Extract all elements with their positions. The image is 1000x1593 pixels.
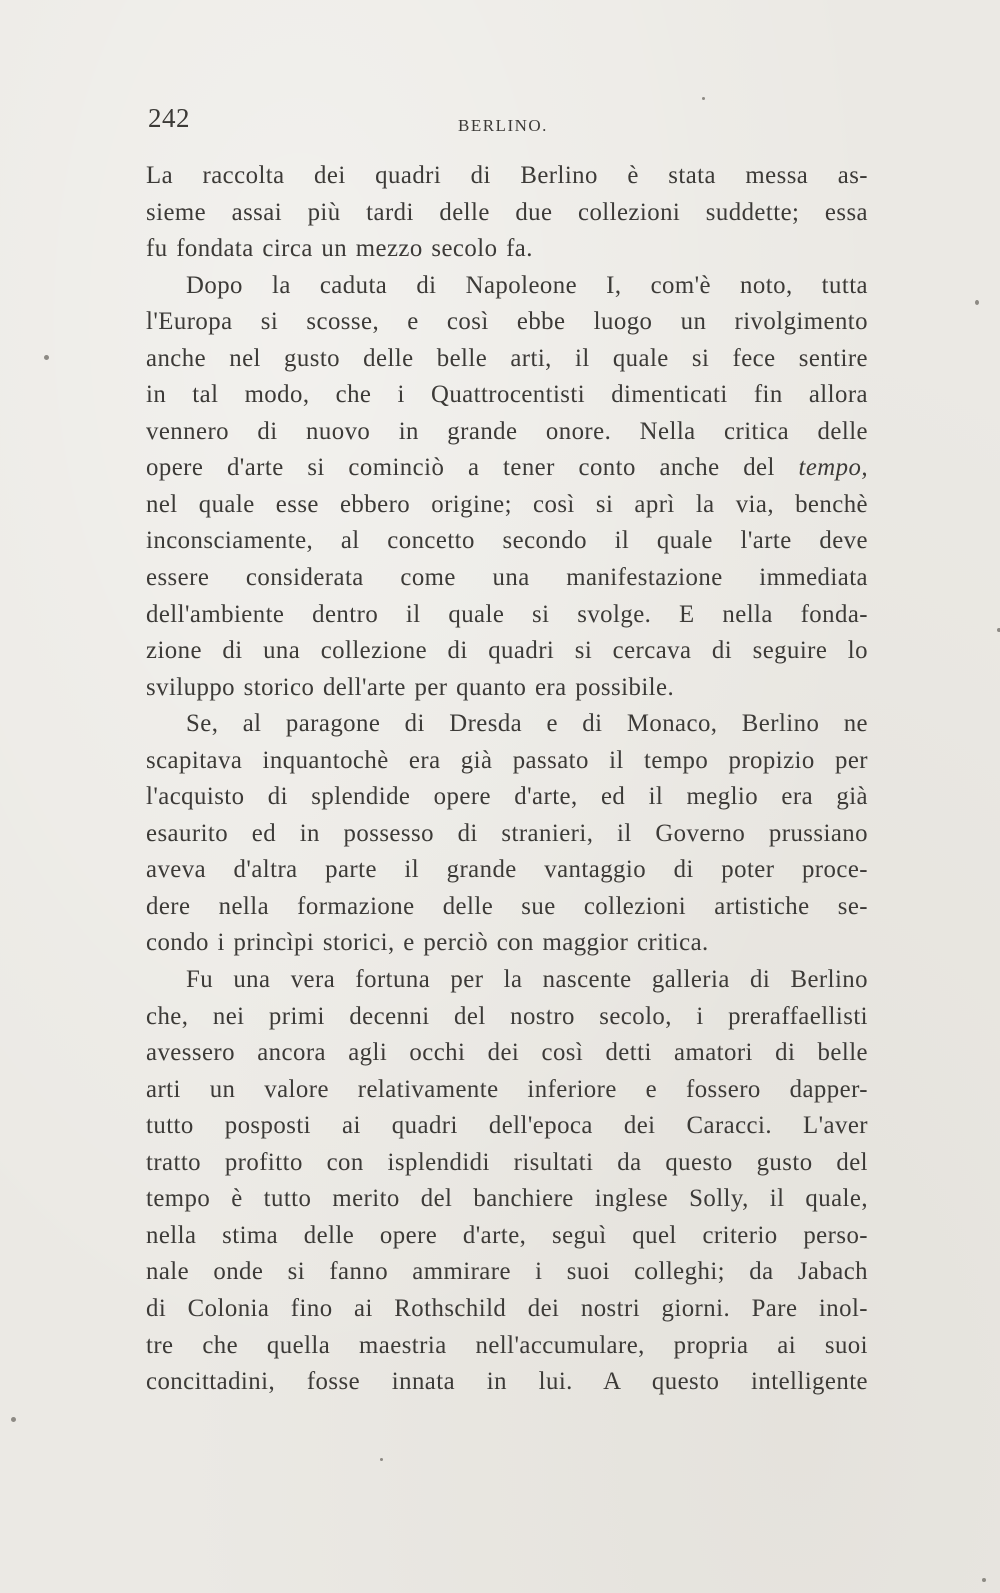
paper-speck: [982, 1578, 986, 1582]
text-line: che, nei primi decenni del nostro secolo, i preraffaellisti: [146, 1002, 868, 1030]
italic-word: tempo,: [798, 454, 868, 482]
text-line: in tal modo, che i Quattrocentisti dimenticati fin allora: [146, 381, 868, 409]
text-line: esaurito ed in possesso di stranieri, il Governo prussiano: [146, 819, 868, 847]
text-line: aveva d'altra parte il grande vantaggio di poter proce-: [146, 856, 868, 884]
text-line: essere considerata come una manifestazione immediata: [146, 564, 868, 592]
text-line: l'Europa si scosse, e così ebbe luogo un rivolgimento: [146, 308, 868, 336]
text-line: concittadini, fosse innata in lui. A questo intelligente: [146, 1368, 868, 1396]
text-line: inconsciamente, al concetto secondo il quale l'arte deve: [146, 527, 868, 555]
body-text: [146, 158, 868, 1401]
paper-speck: [11, 1417, 16, 1422]
text-line: tre che quella maestria nell'accumulare, propria ai suoi: [146, 1331, 868, 1359]
text-line: nella stima delle opere d'arte, seguì quel criterio perso-: [146, 1221, 868, 1249]
text-line: avessero ancora agli occhi dei così detti amatori di belle: [146, 1039, 868, 1067]
text-line: di Colonia fino ai Rothschild dei nostri giorni. Pare inol-: [146, 1294, 868, 1322]
text-line: tratto profitto con isplendidi risultati da questo gusto del: [146, 1148, 868, 1176]
text-line: vennero di nuovo in grande onore. Nella critica delle: [146, 417, 868, 445]
text-line: arti un valore relativamente inferiore e fossero dapper-: [146, 1075, 868, 1103]
text-line: nel quale esse ebbero origine; così si aprì la via, benchè: [146, 490, 868, 518]
paper-speck: [975, 300, 979, 305]
text-line: fu fondata circa un mezzo secolo fa.: [146, 235, 533, 263]
text-line: sviluppo storico dell'arte per quanto era possibile.: [146, 673, 675, 701]
text-line: l'acquisto di splendide opere d'arte, ed il meglio era già: [146, 783, 868, 811]
text-line: Fu una vera fortuna per la nascente galleria di Berlino: [186, 966, 868, 994]
text-line: dell'ambiente dentro il quale si svolge. E nella fonda-: [146, 600, 868, 628]
text-line: [146, 450, 868, 487]
text-fragment: opere d'arte si cominciò a tener conto anche del: [146, 454, 775, 482]
page-number: 242: [148, 103, 190, 133]
text-line: tempo è tutto merito del banchiere inglese Solly, il quale,: [146, 1185, 868, 1213]
paper-speck: [44, 355, 49, 360]
text-line: Se, al paragone di Dresda e di Monaco, Berlino ne: [186, 710, 868, 738]
text-line: dere nella formazione delle sue collezioni artistiche se-: [146, 892, 868, 920]
running-head-title: BERLINO.: [458, 116, 548, 135]
text-line: scapitava inquantochè era già passato il tempo propizio per: [146, 746, 868, 774]
text-line: zione di una collezione di quadri si cercava di seguire lo: [146, 637, 868, 665]
text-line: condo i princìpi storici, e perciò con maggior critica.: [146, 929, 709, 957]
paper-speck: [380, 1458, 383, 1461]
text-line: Dopo la caduta di Napoleone I, com'è noto, tutta: [186, 271, 868, 299]
text-line: sieme assai più tardi delle due collezioni suddette; essa: [146, 198, 868, 226]
text-line: La raccolta dei quadri di Berlino è stata messa as-: [146, 162, 868, 189]
text-line: nale onde si fanno ammirare i suoi colleghi; da Jabach: [146, 1258, 868, 1286]
running-head: [148, 103, 868, 143]
text-line: anche nel gusto delle belle arti, il quale si fece sentire: [146, 344, 868, 372]
text-line: tutto posposti ai quadri dell'epoca dei Caracci. L'aver: [146, 1112, 868, 1140]
paper-speck: [702, 97, 705, 100]
